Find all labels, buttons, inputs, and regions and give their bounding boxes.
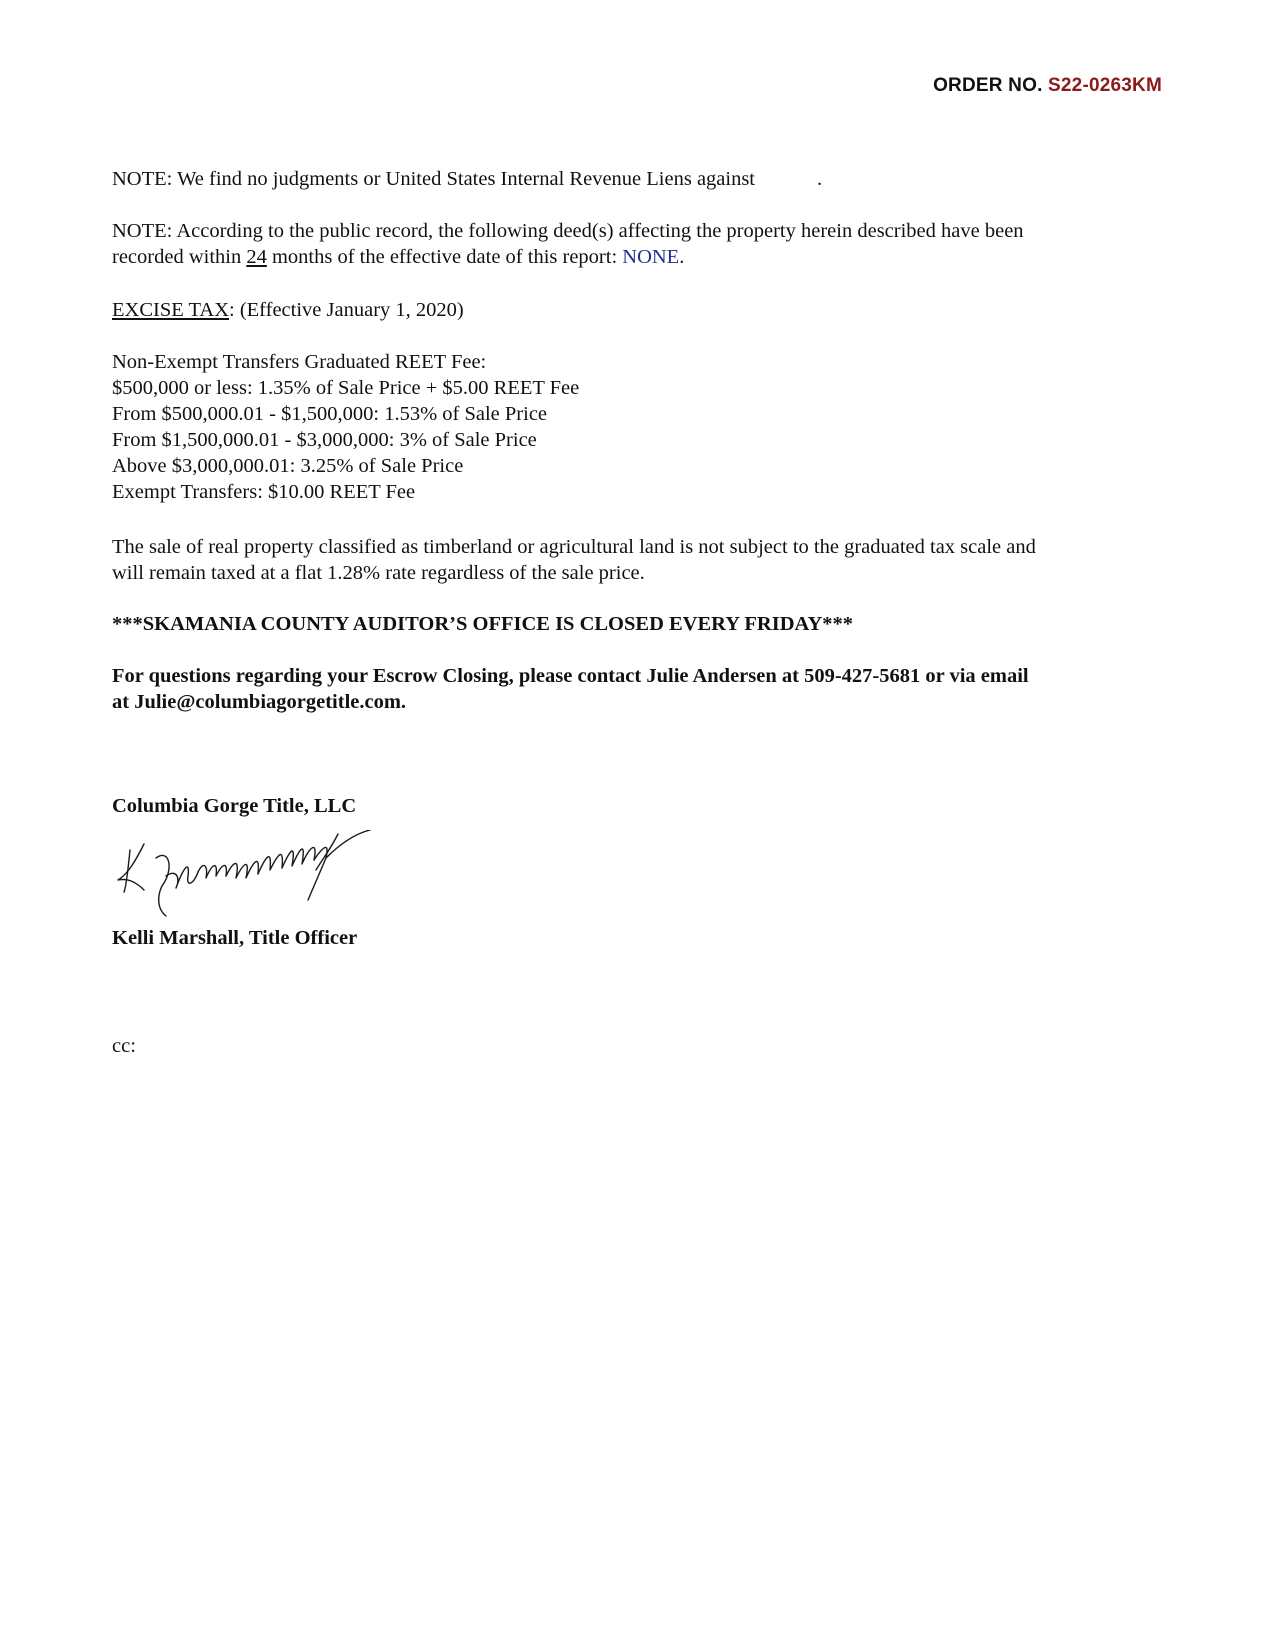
order-number-header [933,75,1162,97]
timberland-note [112,534,1152,586]
note-deeds-line-2-start: recorded within [112,246,247,268]
escrow-contact-line-2: at Julie@columbiagorgetitle.com. [112,691,407,713]
note-deeds [112,218,1152,270]
note-deeds-line-1: NOTE: According to the public record, the following deed(s) affecting the property herein described have been [112,220,1024,242]
excise-tax-effective: : (Effective January 1, 2020) [229,299,464,321]
note-judgments-period: . [817,168,823,190]
reet-schedule [112,349,1152,505]
escrow-contact-note [112,663,1152,715]
cc-label: cc: [112,1035,136,1057]
reet-schedule-line: Above $3,000,000.01: 3.25% of Sale Price [112,455,464,477]
order-number-label: ORDER NO. [933,75,1043,96]
note-judgments-text: NOTE: We find no judgments or United States Internal Revenue Liens against [112,168,756,190]
reet-schedule-line: Exempt Transfers: $10.00 REET Fee [112,481,416,503]
note-deeds-line-2 [112,244,1152,270]
auditor-closed-notice: ***SKAMANIA COUNTY AUDITOR’S OFFICE IS CLOSED EVERY FRIDAY*** [112,613,853,635]
timberland-note-line-1: The sale of real property classified as timberland or agricultural land is not subject to the graduated tax scale and [112,536,1036,558]
signer-name-title: Kelli Marshall, Title Officer [112,927,358,949]
order-number-value: S22-0263KM [1048,75,1162,96]
handwritten-signature [108,830,393,922]
escrow-contact-line-1: For questions regarding your Escrow Closing, please contact Julie Andersen at 509-427-5681 or via email [112,665,1029,687]
reet-schedule-line: From $1,500,000.01 - $3,000,000: 3% of Sale Price [112,429,537,451]
reet-schedule-heading: Non-Exempt Transfers Graduated REET Fee: [112,351,487,373]
excise-tax-label: EXCISE TAX [112,299,229,321]
excise-tax-heading [112,297,1152,323]
reet-schedule-line: $500,000 or less: 1.35% of Sale Price + $5.00 REET Fee [112,377,580,399]
timberland-note-line-2: will remain taxed at a flat 1.28% rate regardless of the sale price. [112,562,645,584]
note-deeds-value: NONE [622,246,680,268]
note-deeds-months: 24 [246,246,267,268]
note-deeds-period: . [679,246,685,268]
note-deeds-line-2-middle: months of the effective date of this report: [266,246,623,268]
note-judgments [112,166,1152,192]
company-name: Columbia Gorge Title, LLC [112,795,357,817]
reet-schedule-line: From $500,000.01 - $1,500,000: 1.53% of Sale Price [112,403,548,425]
